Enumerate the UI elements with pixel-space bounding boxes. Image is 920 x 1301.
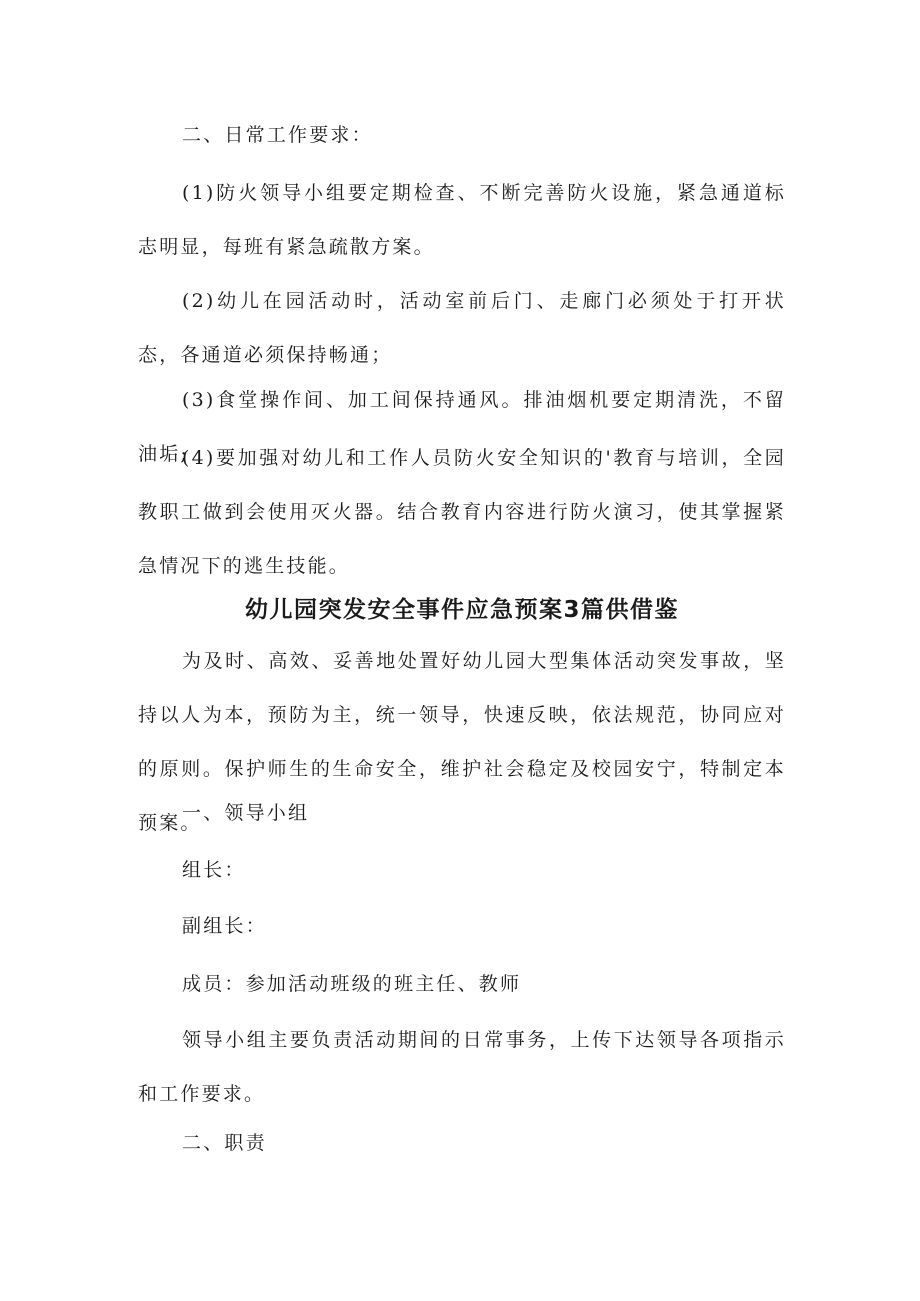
paragraph-item-3: (3)食堂操作间、加工间保持通风。排油烟机要定期清洗，不留油垢; bbox=[138, 389, 786, 465]
section-title-duties: 二、职责 bbox=[182, 1132, 267, 1154]
paragraph-duties-description: 领导小组主要负责活动期间的日常事务，上传下达领导各项指示和工作要求。 bbox=[138, 1029, 786, 1105]
document-heading: 幼儿园突发安全事件应急预案3篇供借鉴 bbox=[244, 597, 679, 623]
paragraph-intro: 为及时、高效、妥善地处置好幼儿园大型集体活动突发事故，坚持以人为本，预防为主，统一领导，快速反映，依法规范，协同应对的原则。保护师生的生命安全，维护社会稳定及校园安宁，特制定本预案。 bbox=[138, 650, 786, 834]
paragraph-item-4: (4)要加强对幼儿和工作人员防火安全知识的'教育与培训，全园教职工做到会使用灭火器。结合教育内容进行防火演习，使其掌握紧急情况下的逃生技能。 bbox=[138, 447, 786, 577]
members-line: 成员：参加活动班级的班主任、教师 bbox=[182, 973, 522, 995]
section-title-leadership-group: 一、领导小组 bbox=[182, 802, 310, 824]
deputy-leader-line: 副组长： bbox=[182, 915, 267, 937]
leader-line: 组长： bbox=[182, 859, 246, 881]
paragraph-item-2: (2)幼儿在园活动时，活动室前后门、走廊门必须处于打开状态，各通道必须保持畅通； bbox=[138, 290, 786, 366]
paragraph-item-1: (1)防火领导小组要定期检查、不断完善防火设施，紧急通道标志明显，每班有紧急疏散方案。 bbox=[138, 182, 786, 258]
section-title-daily-requirements: 二、日常工作要求： bbox=[182, 124, 373, 146]
